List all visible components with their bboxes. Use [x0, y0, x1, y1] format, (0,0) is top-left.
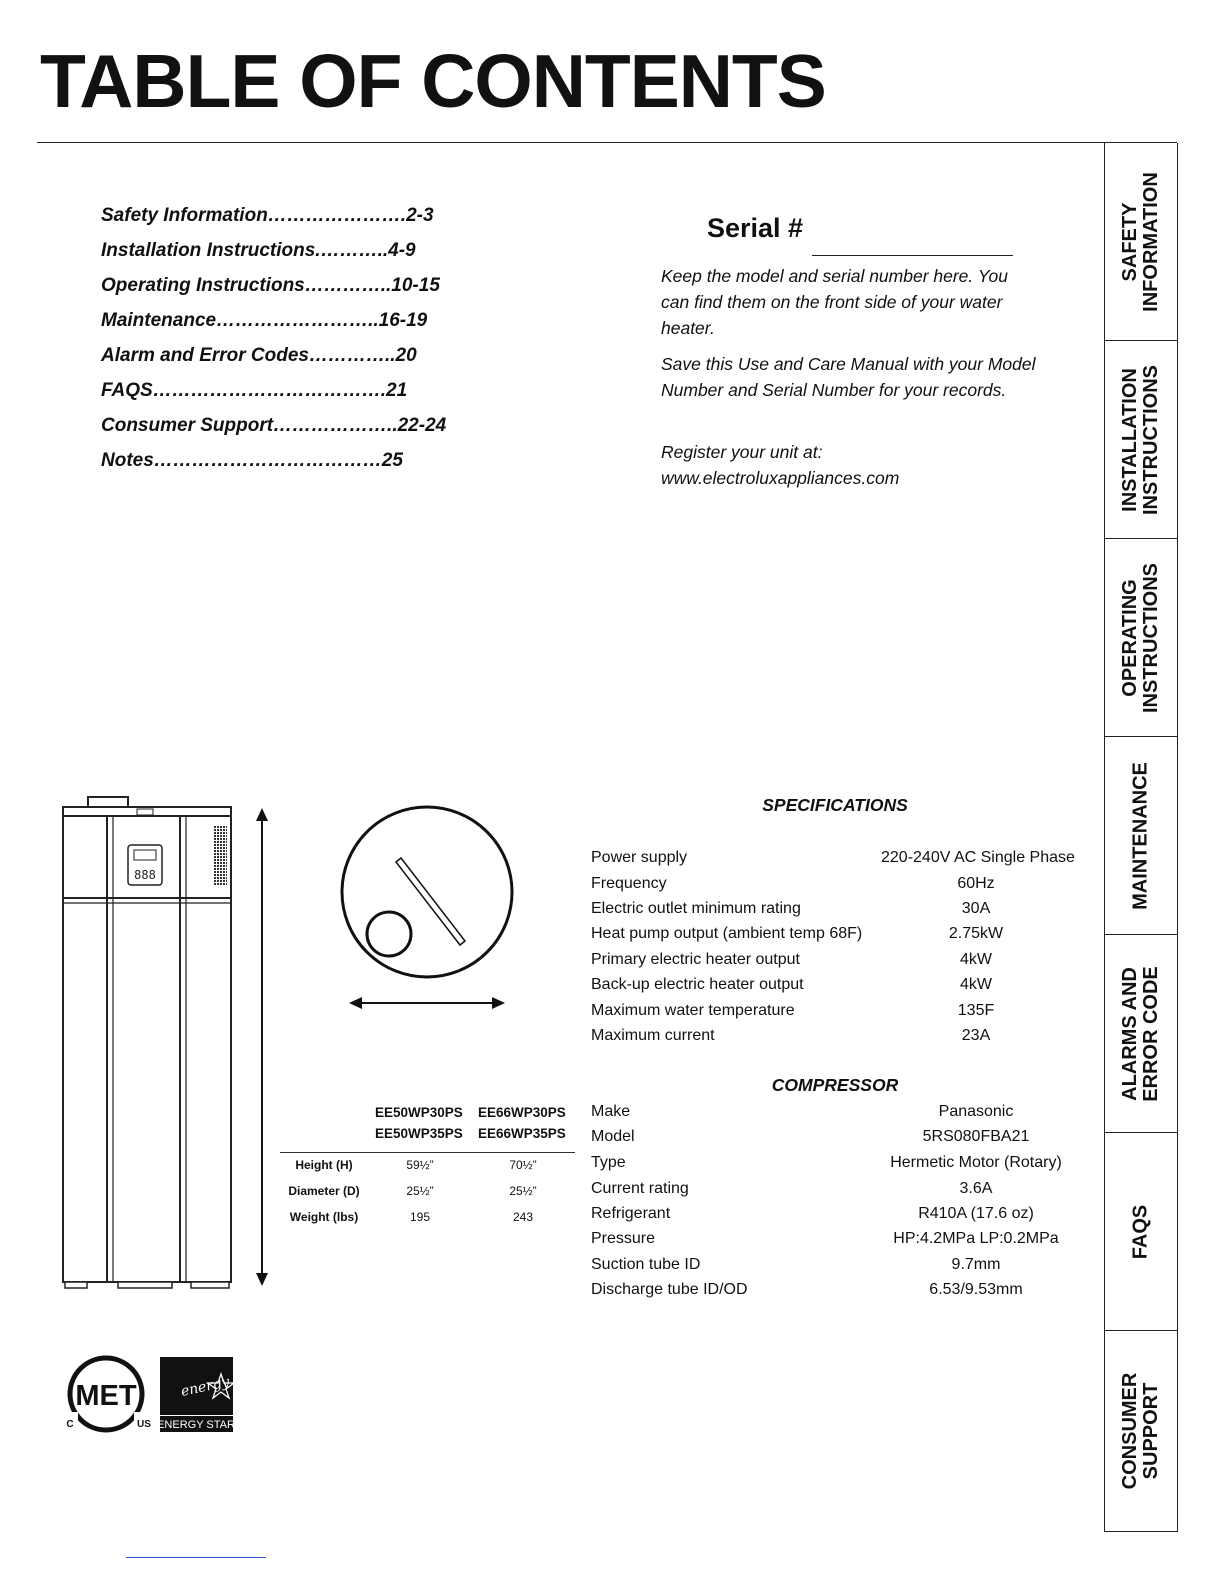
vent-grille: [213, 826, 227, 886]
tab-label-line: INSTALLATION: [1119, 367, 1141, 512]
tab-label-line: MAINTENANCE: [1129, 761, 1152, 910]
tab-consumer-support[interactable]: [1105, 1331, 1177, 1530]
spec-row: [591, 845, 1081, 870]
model-number: EE66WP30PS: [478, 1105, 566, 1120]
spec-value: 4kW: [960, 976, 992, 993]
model-number: EE50WP30PS: [375, 1105, 463, 1120]
serial-note-register: Register your unit at:: [661, 442, 823, 462]
spec-label: Model: [591, 1128, 635, 1145]
serial-note-keep: Keep the model and serial number here. You can find them on the front side of your water heater.: [661, 266, 1008, 338]
spec-label: Heat pump output (ambient temp 68F): [591, 925, 863, 942]
dimension-table-rule: [280, 1152, 575, 1153]
met-us-text: US: [137, 1419, 151, 1430]
energy-star-logo: [157, 1357, 235, 1432]
tab-label-line: OPERATING: [1119, 578, 1141, 697]
spec-label: Type: [591, 1154, 626, 1171]
compressor-row: [591, 1277, 1081, 1302]
met-text: MET: [75, 1380, 137, 1412]
dim-label-height: Height (H): [295, 1158, 353, 1172]
spec-row: [591, 972, 1081, 997]
compressor-row: [591, 1124, 1081, 1149]
footer-link-line: [126, 1557, 266, 1558]
spec-value: 60Hz: [957, 875, 995, 892]
tab-label-line: CONSUMER: [1119, 1372, 1141, 1489]
spec-label: Maximum current: [591, 1027, 715, 1044]
tab-label-line: INFORMATION: [1140, 171, 1162, 312]
spec-row: [591, 871, 1081, 896]
section-tabs: [1104, 143, 1178, 1532]
spec-value: 23A: [961, 1027, 991, 1044]
spec-label: Frequency: [591, 875, 667, 892]
tab-label-line: INSTRUCTIONS: [1140, 562, 1162, 713]
tab-label-line: ERROR CODE: [1140, 965, 1162, 1102]
water-heater-front-diagram: [55, 790, 285, 1295]
tab-alarms-error-code[interactable]: [1105, 935, 1177, 1133]
compressor-row: [591, 1176, 1081, 1201]
tab-safety-information[interactable]: [1105, 143, 1177, 341]
toc-item-operating[interactable]: Operating Instructions…………..10-15: [101, 275, 440, 296]
spec-value: 135F: [957, 1002, 995, 1019]
spec-value: 30A: [961, 900, 991, 917]
display-digits: 888: [134, 868, 156, 882]
dim-value: 243: [512, 1210, 534, 1224]
toc-list: [101, 200, 521, 480]
tab-label-line: ALARMS AND: [1119, 966, 1141, 1101]
spec-value: 3.6A: [959, 1180, 993, 1197]
compressor-row: [591, 1252, 1081, 1277]
model-number: EE66WP35PS: [478, 1126, 566, 1141]
spec-value: 5RS080FBA21: [922, 1128, 1030, 1145]
spec-label: Discharge tube ID/OD: [591, 1281, 748, 1298]
toc-item-alarms[interactable]: Alarm and Error Codes…………..20: [101, 345, 417, 366]
title-divider: [37, 142, 1177, 143]
spec-value: 2.75kW: [948, 925, 1004, 942]
tab-label-line: INSTRUCTIONS: [1140, 364, 1162, 515]
spec-value: R410A (17.6 oz): [918, 1205, 1034, 1222]
tab-label-line: SAFETY: [1119, 202, 1141, 281]
model-number: EE50WP35PS: [375, 1126, 463, 1141]
tab-label-line: SUPPORT: [1140, 1382, 1162, 1479]
dim-value: 25½”: [509, 1184, 537, 1198]
model-column-2: [478, 1102, 566, 1144]
spec-label: Refrigerant: [591, 1205, 671, 1222]
dim-value: 59½”: [406, 1158, 434, 1172]
spec-row: [591, 921, 1081, 946]
tab-installation-instructions[interactable]: [1105, 341, 1177, 539]
serial-note-save: Save this Use and Care Manual with your Model Number and Serial Number for your records.: [661, 354, 1036, 400]
dim-value: 25½”: [406, 1184, 434, 1198]
certification-logos: [64, 1354, 239, 1439]
dim-label-diameter: Diameter (D): [288, 1184, 360, 1198]
met-logo: [64, 1358, 151, 1430]
spec-row: [591, 896, 1081, 921]
spec-row: [591, 947, 1081, 972]
water-heater-top-diagram: [335, 805, 525, 1020]
toc-item-notes[interactable]: Notes………………………………25: [101, 450, 403, 471]
met-c-text: C: [66, 1419, 74, 1430]
spec-value: HP:4.2MPa LP:0.2MPa: [893, 1230, 1059, 1247]
toc-item-installation[interactable]: Installation Instructions.………..4-9: [101, 240, 416, 261]
spec-label: Pressure: [591, 1230, 656, 1247]
spec-value: 6.53/9.53mm: [929, 1281, 1023, 1298]
spec-label: Primary electric heater output: [591, 951, 800, 968]
tab-maintenance[interactable]: [1105, 737, 1177, 935]
specifications-heading: SPECIFICATIONS: [762, 795, 908, 815]
spec-label: Power supply: [591, 849, 688, 866]
energy-star-label: ENERGY STAR: [157, 1419, 235, 1431]
toc-item-maintenance[interactable]: Maintenance……………………..16-19: [101, 310, 428, 331]
compressor-heading: COMPRESSOR: [771, 1075, 899, 1095]
tab-faqs[interactable]: [1105, 1133, 1177, 1331]
compressor-row: [591, 1226, 1081, 1251]
serial-write-line: [812, 255, 1013, 256]
spec-row: [591, 1023, 1081, 1048]
dim-label-weight: Weight (lbs): [289, 1210, 359, 1224]
tab-label-line: FAQS: [1129, 1204, 1152, 1259]
spec-label: Maximum water temperature: [591, 1002, 795, 1019]
compressor-row: [591, 1201, 1081, 1226]
spec-value: 220-240V AC Single Phase: [881, 849, 1075, 866]
compressor-row: [591, 1150, 1081, 1175]
spec-label: Back-up electric heater output: [591, 976, 804, 993]
tab-operating-instructions[interactable]: [1105, 539, 1177, 737]
spec-label: Suction tube ID: [591, 1256, 701, 1273]
model-column-1: [375, 1102, 463, 1144]
spec-value: 4kW: [960, 951, 992, 968]
spec-label: Electric outlet minimum rating: [591, 900, 801, 917]
spec-label: Current rating: [591, 1180, 689, 1197]
spec-value: Hermetic Motor (Rotary): [890, 1154, 1062, 1171]
toc-item-faqs[interactable]: FAQS……………………………….21: [101, 380, 408, 401]
spec-row: [591, 998, 1081, 1023]
spec-value: 9.7mm: [951, 1256, 1001, 1273]
serial-label: Serial #: [707, 213, 804, 243]
energy-script-text: energy: [179, 1374, 231, 1400]
compressor-row: [591, 1099, 1081, 1124]
toc-item-safety[interactable]: Safety Information………………….2-3: [101, 205, 434, 226]
toc-item-consumer-support[interactable]: Consumer Support………………..22-24: [101, 415, 447, 436]
spec-value: Panasonic: [938, 1103, 1014, 1120]
page-title: TABLE OF CONTENTS: [40, 39, 826, 123]
dim-value: 195: [409, 1210, 431, 1224]
spec-label: Make: [591, 1103, 631, 1120]
register-url[interactable]: www.electroluxappliances.com: [661, 468, 900, 488]
dim-value: 70½”: [509, 1158, 537, 1172]
